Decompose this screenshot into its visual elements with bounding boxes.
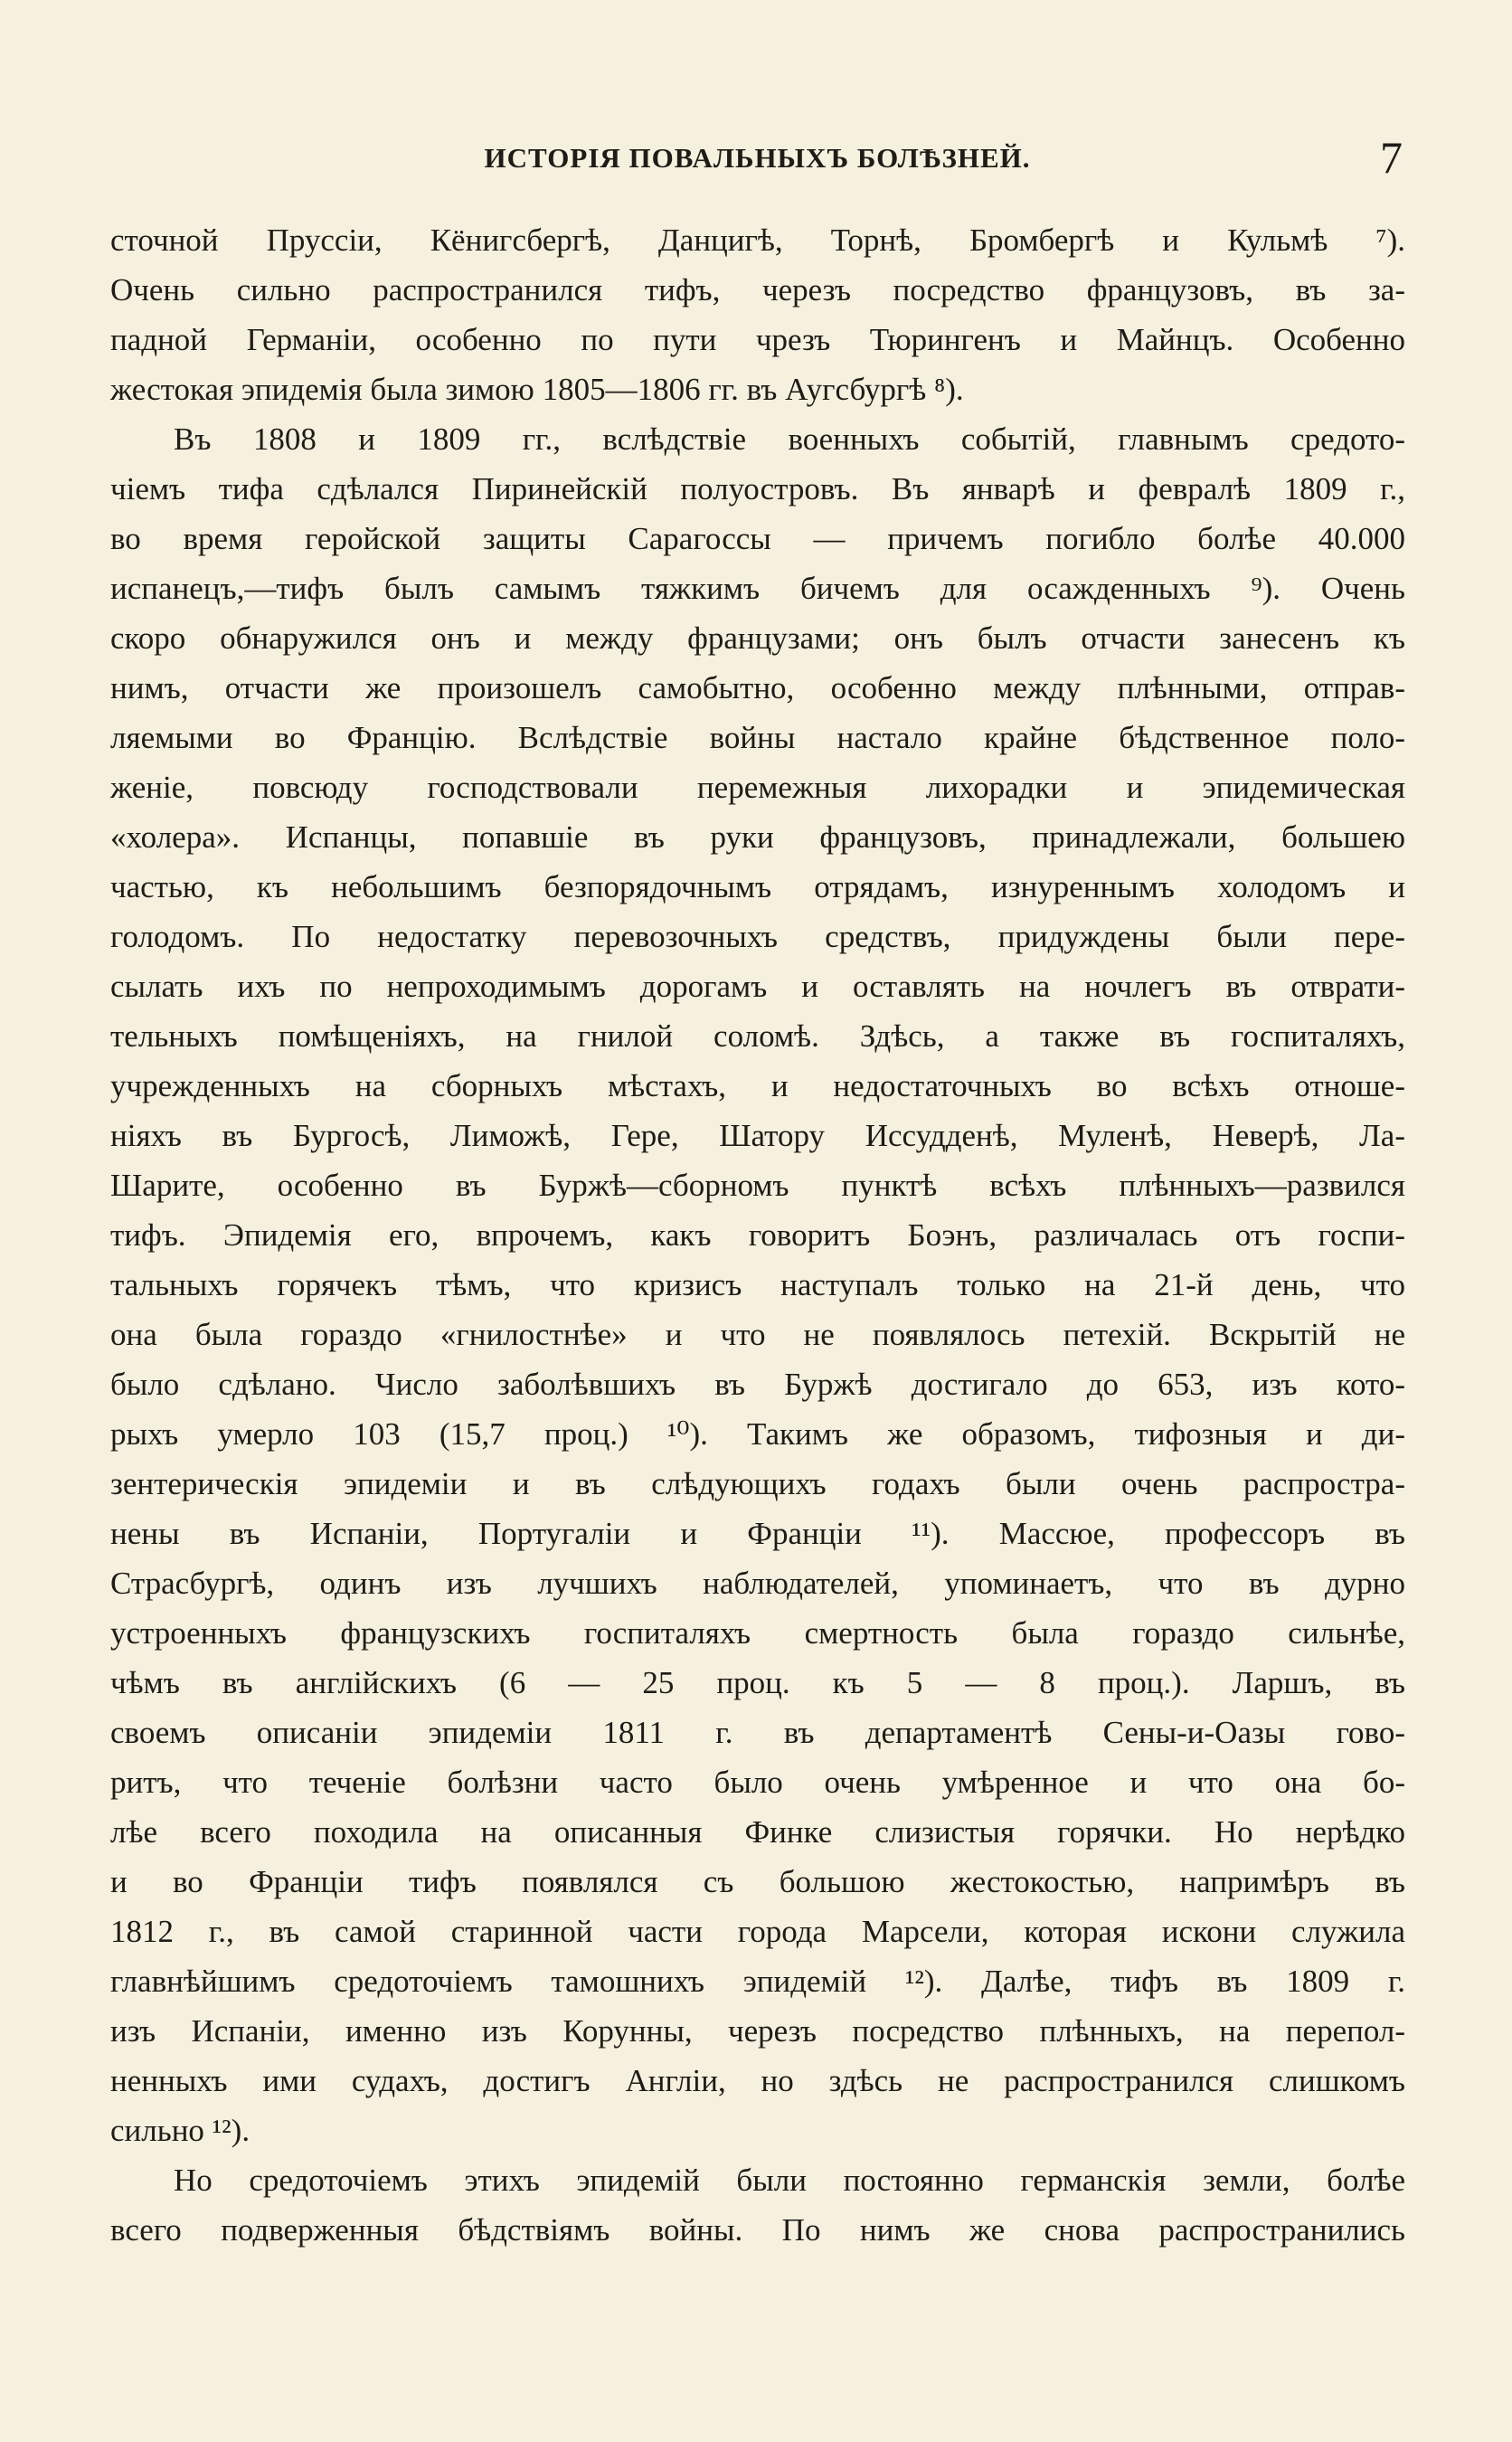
text-line: тельныхъ помѣщеніяхъ, на гнилой соломѣ. Здѣсь, а также въ госпиталяхъ, xyxy=(110,1018,1405,1054)
text-line: тифъ. Эпидемія его, впрочемъ, какъ говоритъ Боэнъ, различалась отъ госпи- xyxy=(110,1217,1405,1253)
text-line: падной Германіи, особенно по пути чрезъ Тюрингенъ и Майнцъ. Особенно xyxy=(110,322,1405,357)
text-line: нены въ Испаніи, Португаліи и Франціи ¹¹). Массюе, профессоръ въ xyxy=(110,1516,1405,1551)
text-line: 1812 г., въ самой старинной части города Марсели, которая искони служила xyxy=(110,1914,1405,1949)
text-line: Шарите, особенно въ Буржѣ—сборномъ пунктѣ всѣхъ плѣнныхъ—развился xyxy=(110,1168,1405,1203)
text-line: зентерическія эпидеміи и въ слѣдующихъ годахъ были очень распростра- xyxy=(110,1466,1405,1501)
text-line: нимъ, отчасти же произошелъ самобытно, особенно между плѣнными, отправ- xyxy=(110,670,1405,705)
text-line: сильно ¹²). xyxy=(110,2113,250,2148)
text-line: всего подверженныя бѣдствіямъ войны. По нимъ же снова распространились xyxy=(110,2212,1405,2248)
running-title: ИСТОРІЯ ПОВАЛЬНЫХЪ БОЛѢЗНЕЙ. xyxy=(484,142,1031,174)
text-line: сточной Пруссіи, Кёнигсбергѣ, Данцигѣ, Торнѣ, Бромбергѣ и Кульмѣ ⁷). xyxy=(110,222,1405,258)
text-line: изъ Испаніи, именно изъ Корунны, черезъ посредство плѣнныхъ, на перепол- xyxy=(110,2013,1405,2049)
text-line: «холера». Испанцы, попавшіе въ руки французовъ, принадлежали, большею xyxy=(110,819,1405,855)
text-line: и во Франціи тифъ появлялся съ большою жестокостью, напримѣръ въ xyxy=(110,1864,1405,1899)
text-line: лѣе всего походила на описанныя Финке слизистыя горячки. Но нерѣдко xyxy=(110,1814,1405,1850)
text-line: главнѣйшимъ средоточіемъ тамошнихъ эпидемій ¹²). Далѣе, тифъ въ 1809 г. xyxy=(110,1964,1405,1999)
text-line: учрежденныхъ на сборныхъ мѣстахъ, и недостаточныхъ во всѣхъ отноше- xyxy=(110,1068,1405,1103)
text-line: частью, къ небольшимъ безпорядочнымъ отрядамъ, изнуреннымъ холодомъ и xyxy=(110,869,1405,904)
text-line: сылать ихъ по непроходимымъ дорогамъ и оставлять на ночлегъ въ отврати- xyxy=(110,969,1405,1004)
text-line: ритъ, что теченіе болѣзни часто было очень умѣренное и что она бо- xyxy=(110,1765,1405,1800)
text-line: было сдѣлано. Число заболѣвшихъ въ Буржѣ достигало до 653, изъ кото- xyxy=(110,1367,1405,1402)
text-line: Очень сильно распространился тифъ, черезъ посредство французовъ, въ за- xyxy=(110,272,1405,308)
text-line: Страсбургѣ, одинъ изъ лучшихъ наблюдателей, упоминаетъ, что въ дурно xyxy=(110,1566,1405,1601)
text-line: она была гораздо «гнилостнѣе» и что не появлялось петехій. Вскрытій не xyxy=(110,1317,1405,1352)
text-line: своемъ описаніи эпидеміи 1811 г. въ департаментѣ Сены-и-Оазы гово- xyxy=(110,1715,1405,1750)
text-line: Но средоточіемъ этихъ эпидемій были постоянно германскія земли, болѣе xyxy=(174,2163,1405,2198)
text-line: ненныхъ ими судахъ, достигъ Англіи, но здѣсь не распространился слишкомъ xyxy=(110,2063,1405,2098)
text-line: женіе, повсюду господствовали перемежныя лихорадки и эпидемическая xyxy=(110,770,1405,805)
text-line: рыхъ умерло 103 (15,7 проц.) ¹⁰). Такимъ же образомъ, тифозныя и ди- xyxy=(110,1416,1405,1452)
page-header xyxy=(109,131,1406,185)
text-line: скоро обнаружился онъ и между французами; онъ былъ отчасти занесенъ къ xyxy=(110,620,1405,656)
text-line: чіемъ тифа сдѣлался Пиринейскій полуостровъ. Въ январѣ и февралѣ 1809 г., xyxy=(110,471,1405,506)
text-line: устроенныхъ французскихъ госпиталяхъ смертность была гораздо сильнѣе, xyxy=(110,1615,1405,1651)
text-line: Въ 1808 и 1809 гг., вслѣдствіе военныхъ событій, главнымъ средото- xyxy=(174,421,1405,457)
body-text xyxy=(110,215,1405,2255)
text-line: тальныхъ горячекъ тѣмъ, что кризисъ наступалъ только на 21-й день, что xyxy=(110,1267,1405,1302)
page-number: 7 xyxy=(1380,132,1403,183)
text-line: ляемыми во Францію. Вслѣдствіе войны настало крайне бѣдственное поло- xyxy=(110,720,1405,755)
text-line: голодомъ. По недостатку перевозочныхъ средствъ, придуждены были пере- xyxy=(110,919,1405,954)
text-line: во время геройской защиты Сарагоссы — причемъ погибло болѣе 40.000 xyxy=(110,521,1405,556)
text-line: жестокая эпидемія была зимою 1805—1806 гг. въ Аугсбургѣ ⁸). xyxy=(110,372,964,407)
text-line: чѣмъ въ англійскихъ (6 — 25 проц. къ 5 — 8 проц.). Ларшъ, въ xyxy=(110,1665,1405,1700)
text-line: ніяхъ въ Бургосѣ, Лиможѣ, Гере, Шатору Иссудденѣ, Муленѣ, Неверѣ, Ла- xyxy=(110,1118,1405,1153)
text-line: испанецъ,—тифъ былъ самымъ тяжкимъ бичемъ для осажденныхъ ⁹). Очень xyxy=(110,571,1405,606)
